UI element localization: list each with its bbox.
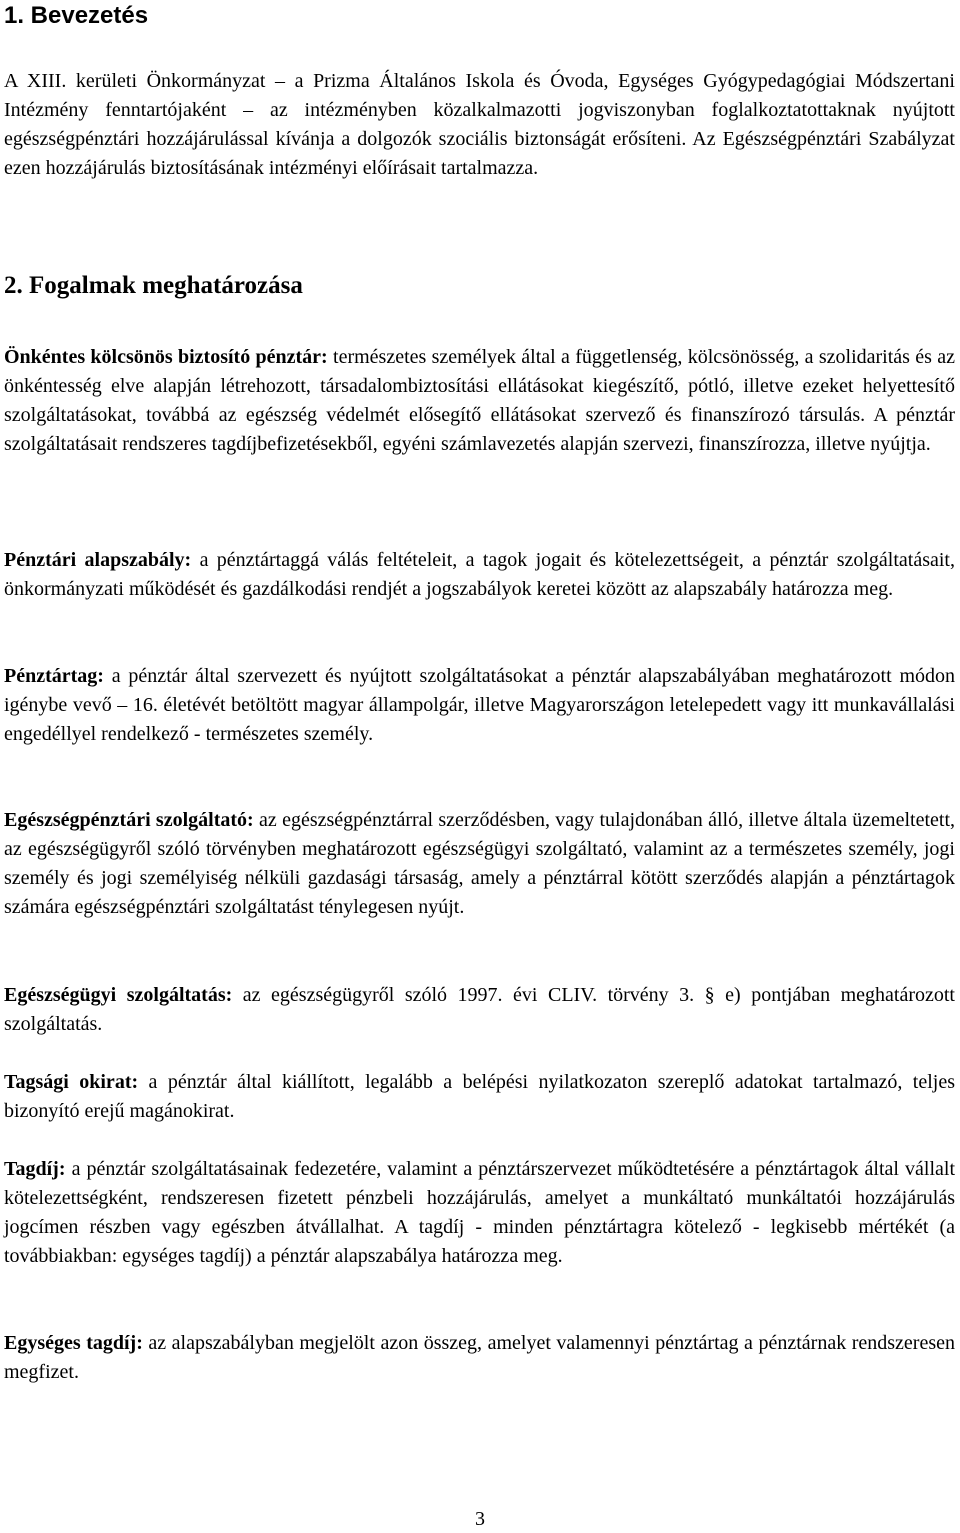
page-number: 3 (475, 1508, 485, 1530)
definition-paragraph (4, 1155, 955, 1271)
definition-term: Pénztári alapszabály: (4, 549, 192, 571)
definition-term: Tagdíj: (4, 1158, 66, 1180)
definition-text: természetes személyek által a függetlenség, kölcsönösség, a szolidaritás és az önkéntesség elve alapján létrehozott, társadalombiztosítási ellátásokat kiegészítő, pótló, illetve ezeket helyettesítő szolgáltatásokat, továbbá az egészség védelmét elősegítő ellátásokat szervező és finanszírozó társulás. A pénztár szolgáltatásait rendszeres tagdíjbefizetésekből, egyéni számlavezetés alapján szervezi, finanszírozza, illetve nyújtja. (4, 346, 955, 455)
definition-term: Tagsági okirat: (4, 1071, 139, 1093)
intro-paragraph: A XIII. kerületi Önkormányzat – a Prizma Általános Iskola és Óvoda, Egységes Gyógypedagógiai Módszertani Intézmény fenntartójaként – az intézményben közalkalmazotti jogviszonyban foglalkoztatottaknak nyújtott egészségpénztári hozzájárulással kívánja a dolgozók szociális biztonságát erősíteni. Az Egészségpénztári Szabályzat ezen hozzájárulás biztosításának intézményi előírásait tartalmazza. (4, 70, 955, 179)
definition-paragraph (4, 546, 955, 604)
definition-term: Önkéntes kölcsönös biztosító pénztár: (4, 346, 328, 368)
definition-paragraph (4, 1068, 955, 1126)
section-2-heading: 2. Fogalmak meghatározása (4, 272, 303, 299)
definition-text: a pénztár szolgáltatásainak fedezetére, valamint a pénztárszervezet működtetésére a pénztártagok által vállalt kötelezettségként, rendszeresen fizetett pénzbeli hozzájárulás, amelyet a munkáltató munkáltatói hozzájárulás jogcímen részben vagy egészben átvállalhat. A tagdíj - minden pénztártagra kötelező - legkisebb mértékét (a továbbiakban: egységes tagdíj) a pénztár alapszabálya határozza meg. (4, 1158, 955, 1267)
definition-term: Pénztártag: (4, 665, 104, 687)
definition-text: az alapszabályban megjelölt azon összeg, amelyet valamennyi pénztártag a pénztárnak rendszeresen megfizet. (4, 1332, 955, 1383)
section-1-heading: 1. Bevezetés (4, 2, 149, 29)
definition-paragraph (4, 981, 955, 1039)
definition-text: az egészségpénztárral szerződésben, vagy tulajdonában álló, illetve általa üzemeltetett, az egészségügyről szóló törvényben meghatározott egészségügyi szolgáltató, valamint az a természetes személy, jogi személy és jogi személyiség nélküli gazdasági társaság, amely a pénztárral kötött szerződés alapján a pénztártagok számára egészségpénztári szolgáltatást ténylegesen nyújt. (4, 809, 955, 918)
definition-term: Egészségpénztári szolgáltató: (4, 809, 254, 831)
definition-paragraph (4, 806, 955, 922)
definition-paragraph (4, 343, 955, 459)
definition-text: a pénztár által kiállított, legalább a belépési nyilatkozaton szereplő adatokat tartalmazó, teljes bizonyító erejű magánokirat. (4, 1071, 955, 1122)
definition-text: az egészségügyről szóló 1997. évi CLIV. törvény 3. § e) pontjában meghatározott szolgáltatás. (4, 984, 955, 1035)
definition-paragraph (4, 1329, 955, 1387)
definition-text: a pénztártaggá válás feltételeit, a tagok jogait és kötelezettségeit, a pénztár szolgáltatásait, önkormányzati működését és gazdálkodási rendjét a jogszabályok keretei között az alapszabály határozza meg. (4, 549, 955, 600)
definition-paragraph (4, 662, 955, 749)
definition-term: Egészségügyi szolgáltatás: (4, 984, 233, 1006)
definition-text: a pénztár által szervezett és nyújtott szolgáltatásokat a pénztár alapszabályában meghatározott módon igénybe vevő – 16. életévét betöltött magyar állampolgár, illetve Magyarországon letelepedett vagy itt munkavállalási engedéllyel rendelkező - természetes személy. (4, 665, 955, 745)
definition-term: Egységes tagdíj: (4, 1332, 143, 1354)
